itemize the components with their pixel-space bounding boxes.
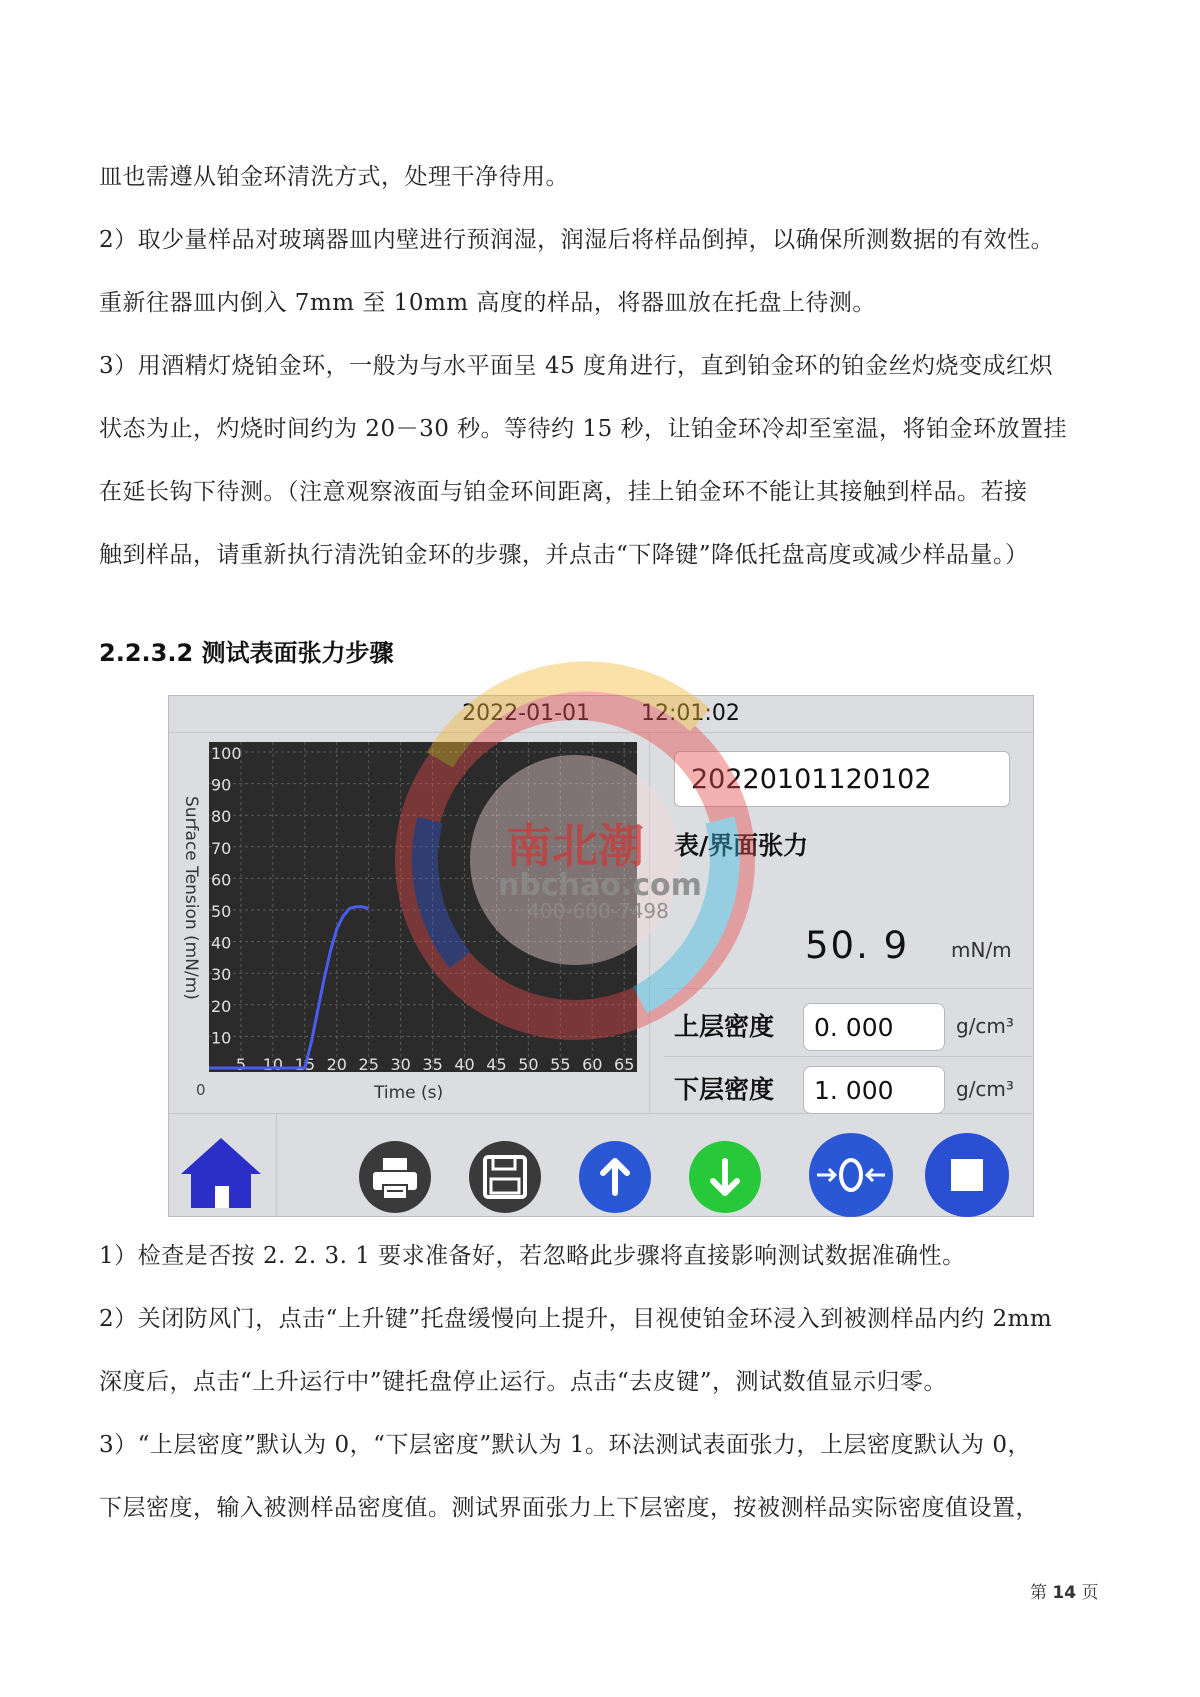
x-axis-label: Time (s) (374, 1083, 444, 1103)
x-tick-label: 60 (582, 1055, 603, 1072)
paragraph-3: 重新往器皿内倒入 7mm 至 10mm 高度的样品，将器皿放在托盘上待测。 (99, 290, 876, 316)
origin-label: 0 (196, 1081, 206, 1099)
x-tick-label: 65 (614, 1055, 635, 1072)
lower-density-label: 下层密度 (674, 1075, 775, 1104)
paragraph-7: 触到样品，请重新执行清洗铂金环的步骤，并点击“下降键”降低托盘高度或减少样品量。） (99, 542, 1029, 568)
tare-button[interactable] (809, 1133, 893, 1217)
mode-label: 表/界面张力 (674, 831, 809, 860)
x-tick-label: 55 (550, 1055, 571, 1072)
surface-tension-chart (209, 742, 637, 1072)
paragraph-10: 深度后，点击“上升运行中”键托盘停止运行。点击“去皮键”，测试数值显示归零。 (99, 1369, 948, 1395)
lower-density-unit: g/cm³ (956, 1077, 1014, 1101)
x-tick-label: 30 (390, 1055, 411, 1072)
stop-icon (925, 1133, 1009, 1217)
x-tick-label: 20 (326, 1055, 347, 1072)
page-number: 第 14 页 (1030, 1583, 1099, 1603)
y-tick-label: 80 (211, 807, 232, 827)
paragraph-11: 3）“上层密度”默认为 0，“下层密度”默认为 1。环法测试表面张力，上层密度默认为 0， (99, 1432, 1031, 1458)
paragraph-1: 皿也需遵从铂金环清洗方式，处理干净待用。 (99, 164, 569, 190)
y-axis-label: Surface Tension (mN/m) (181, 796, 201, 1000)
y-tick-label: 20 (211, 996, 232, 1016)
y-tick-label: 40 (211, 933, 232, 953)
y-tick-label: 60 (211, 870, 232, 890)
x-tick-label: 5 (235, 1055, 247, 1072)
x-tick-label: 10 (262, 1055, 284, 1072)
x-tick-label: 35 (422, 1055, 443, 1072)
y-tick-label: 10 (211, 1028, 232, 1048)
x-tick-label: 45 (486, 1055, 507, 1072)
save-button[interactable] (469, 1141, 541, 1213)
date-text: 2022-01-01 (462, 701, 591, 726)
paragraph-4: 3）用酒精灯烧铂金环，一般为与水平面呈 45 度角进行，直到铂金环的铂金丝灼烧变成红炽 (99, 353, 1054, 379)
x-tick-label: 15 (294, 1055, 316, 1072)
svg-text:南北潮: 南北潮 (506, 819, 644, 873)
y-tick-label: 90 (211, 775, 232, 795)
section-heading: 2.2.3.2 测试表面张力步骤 (99, 639, 394, 667)
x-tick-label: 40 (454, 1055, 475, 1072)
arrow-up-icon (579, 1141, 651, 1213)
y-tick-label: 50 (211, 902, 232, 921)
series-line (209, 907, 369, 1068)
paragraph-5: 状态为止，灼烧时间约为 20－30 秒。等待约 15 秒，让铂金环冷却至室温，将铂金环放置挂 (99, 416, 1068, 442)
upper-density-label: 上层密度 (674, 1012, 775, 1041)
raise-button[interactable] (579, 1141, 651, 1213)
stop-button[interactable] (925, 1133, 1009, 1217)
y-tick-label: 30 (211, 965, 232, 985)
y-tick-label: 100 (211, 744, 242, 763)
paragraph-2: 2）取少量样品对玻璃器皿内壁进行预润湿，润湿后将样品倒掉，以确保所测数据的有效性。 (99, 227, 1055, 253)
paragraph-6: 在延长钩下待测。（注意观察液面与铂金环间距离，挂上铂金环不能让其接触到样品。若接 (99, 479, 1028, 505)
tare-icon (809, 1133, 893, 1217)
device-screen (168, 695, 1034, 1217)
y-tick-label: 70 (211, 838, 232, 858)
x-tick-label: 25 (358, 1055, 379, 1072)
home-icon (179, 1134, 263, 1212)
lower-density-input[interactable]: 1. 000 (803, 1066, 945, 1114)
datetime-bar (169, 696, 1033, 733)
paragraph-12: 下层密度，输入被测样品密度值。测试界面张力上下层密度，按被测样品实际密度值设置， (99, 1495, 1039, 1521)
upper-density-input[interactable]: 0. 000 (803, 1003, 945, 1051)
home-button[interactable] (179, 1134, 263, 1212)
paragraph-9: 2）关闭防风门，点击“上升键”托盘缓慢向上提升，目视使铂金环浸入到被测样品内约 2mm (99, 1306, 1053, 1332)
sample-id-field[interactable]: 20220101120102 (674, 751, 1010, 807)
x-tick-label: 50 (518, 1055, 539, 1072)
floppy-icon (469, 1141, 541, 1213)
tension-value: 50. 9 (805, 924, 910, 967)
arrow-down-icon (689, 1141, 761, 1213)
paragraph-8: 1）检查是否按 2. 2. 3. 1 要求准备好，若忽略此步骤将直接影响测试数据准确性。 (99, 1243, 966, 1269)
svg-text:400-600-7498: 400-600-7498 (527, 899, 669, 923)
print-button[interactable] (359, 1141, 431, 1213)
svg-text:nbchao.com: nbchao.com (498, 868, 702, 903)
time-text: 12:01:02 (641, 701, 740, 726)
printer-icon (359, 1141, 431, 1213)
upper-density-unit: g/cm³ (956, 1014, 1014, 1038)
lower-button[interactable] (689, 1141, 761, 1213)
tension-unit: mN/m (951, 938, 1012, 962)
